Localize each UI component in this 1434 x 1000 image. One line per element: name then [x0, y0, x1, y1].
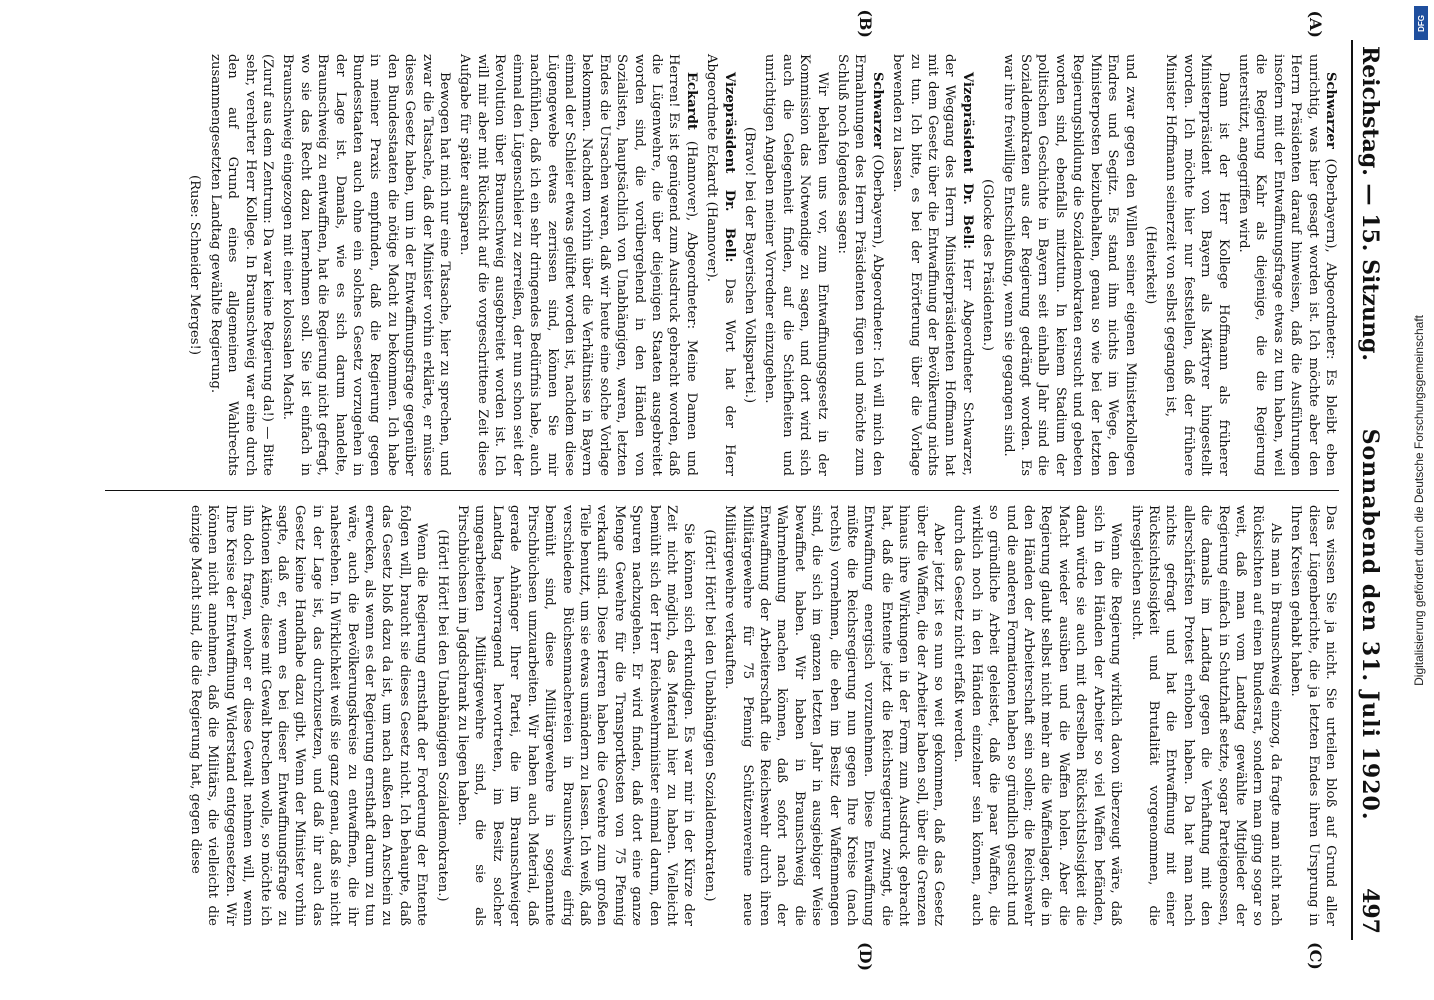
paragraph	[1127, 505, 1284, 926]
digitization-note-text: Digitalisierung gefördert durch die Deutsche Forschungsgemeinschaft	[1412, 314, 1426, 686]
left-column	[105, 40, 1339, 490]
text-columns	[105, 40, 1339, 940]
speaker-name: Eckardt	[683, 72, 699, 131]
paragraph-text: Aber jetzt ist es nun so weit gekommen, daß das Gesetz über die Waffen, die der Arbeiter haben soll, über die Grenzen hinaus ihre Wirkungen in der Form zum Ausdruck gebracht hat, daß die Entente jetzt die Reichsregierung zwingt, die Entwaffnung energisch vorzunehmen. Diese Entwaffnung müßte die Reichsregierung nun gegen Ihre Kreise (nach rechts) vornehmen, die eben im Besitz der Waffenmengen sind, die sich im ganzen letzten Jahr in ausgiebiger Weise bewaffnet haben. Wir haben in Braunschweig die Wahrnehmung machen können, daß sofort nach der Entwaffnung der Arbeiterschaft die Reichswehr durch ihren Militärgewehre für 75 Pfennig Schützenvereine neue Militärgewehre verkauften.	[722, 505, 947, 926]
header-date: Sonnabend den 31. Juli 1920.	[1357, 428, 1383, 821]
interjection: (Hört! Hört! bei den Unabhängigen Sozialdemokraten.)	[701, 529, 717, 902]
paragraph	[999, 54, 1138, 476]
speaker-name: Schwarzer	[869, 72, 885, 149]
digitization-note	[1406, 0, 1432, 1000]
paragraph	[1162, 54, 1232, 476]
interjection: (Heiterkeit)	[1142, 225, 1158, 305]
page-header	[1351, 40, 1395, 940]
paragraph-text: (Hannover), Abgeordneter: Meine Damen und Herren! Es ist genügend zum Ausdruck gebracht worden, daß die Lügenwehre, die über diejenigen Staaten ausgebreitet worden sind, die vorübergehend in den Händen von Sozialisten, hauptsächlich von Unabhängigen, waren, letzten Endes die Ursachen waren, daß wir heute eine solche Vorlage bekommen. Nachdem vorhin über die Verhältnisse in Bayern einmal der Schleier etwas gelüftet worden ist, nachdem diese Lügengewebe etwas zerrissen sind, können Sie mir nachfühlen, daß ich ein sehr dringendes Bedürfnis habe, auch einmal den Lügenschleier zu zerreißen, der nun schon seit der Revolution über Braunschweig ausgebreitet worden ist. Ich will mir aber mit Rücksicht auf die vorgeschrittene Zeit diese Aufgabe für später aufsparen.	[457, 54, 699, 476]
right-column	[105, 490, 1339, 940]
margin-mark-b: (B)	[856, 9, 875, 38]
paragraph	[889, 54, 976, 476]
speaker-name: Vizepräsident Dr. Bell:	[959, 72, 975, 250]
paragraph-text: Wenn die Regierung ernsthaft der Forderung der Entente folgen will, braucht sie dieses Gesetz nicht. Ich behaupte, daß das Gesetz bloß dazu da ist, um nach außen den Anschein zu erwecken, als wenn es der Regierung ernsthaft darum zu tun wäre, auch die Bevölkerungskreise zu entwaffnen, die ihr nahestehen. In Wirklichkeit weiß sie ganz genau, daß sie nicht in der Lage ist, das durchzusetzen, und daß ihr auch das Gesetz keine Handhabe dazu gibt. Wenn der Minister vorhin sagte, daß er, wenn es bei dieser Entwaffnungsfrage zu Aktionen käme, diese mit Gewalt brechen wolle, so möchte ich ihn doch fragen, woher er diese Gewalt nehmen will, wenn Ihre Kreise der Entwaffnung Widerstand entgegensetzen. Wir können nicht annehmen, daß die Militärs, die vielleicht die einzige Macht sind, die die Regierung hat, gegen diese	[188, 505, 430, 926]
paragraph-text: und zwar gegen den Willen seiner eigenen Ministerkollegen Endres und Segitz. Es stand ihm nichts im Wege, den Ministerposten beizubehalten, genau so wie bei der letzten Regierungsbildung die Sozialdemokraten ersucht und gebeten worden sind, ebenfalls mitzutun. In keinem Stadium der politischen Geschichte in Bayern seit einhalb Jahr sind die Sozialdemokraten aus der Regierung gedrängt worden. Es war ihre freiwillige Entschließung, wenn sie gegangen sind.	[1000, 54, 1138, 476]
paragraph-text: Wir behalten uns vor, zum Entwaffnungsgesetz in der Kommission das Notwendige zu sagen, und dort wird sich auch die Gelegenheit finden, auf die Schiefheiten und unrichtigen Angaben meiner Vorredner einzugehen.	[762, 54, 830, 476]
paragraph-text: Das Wort hat der Herr Abgeordnete Eckardt (Hannover).	[704, 54, 737, 476]
speaker-name: Schwarzer	[1323, 72, 1338, 149]
paragraph-text: Dann ist der Herr Kollege Hoffmann als früherer Ministerpräsident von Bayern als Märtyrer hingestellt worden. Ich möchte hier nur feststellen, daß der frühere Minister Hoffmann seinerzeit von selbst gegangen ist,	[1163, 54, 1231, 476]
paragraph-text: (Oberbayern), Abgeordneter: Es bleibt eben unrichtig, was hier gesagt worden ist. Ich möchte aber den Herrn Präsidenten darauf hinweisen, daß die Ausführungen insofern mit der Entwaffnungsfrage etwas zu tun haben, weil die Regierung Kahr als diejenige, die die Regierung unterstützt, angegriffen wird.	[1235, 54, 1338, 476]
paragraph-text: Sie können sich erkundigen. Es war mir in der Kürze der Zeit nicht möglich, das Material hier zu haben. Vielleicht bemüht sich der Herr Reichswehrminister einmal darum, den Spuren nachzugehen. Er wird finden, daß dort eine ganze Menge Gewehre für die Transportkosten von 75 Pfennig verkauft sind. Diese Herren haben die Gewehre zum großen Teile benutzt, um sie etwas umändern zu lassen. Ich weiß, daß verschiedene Büchsenmachereien in Braunschweig eifrig bemüht sind, diese Militärgewehre in sogenannte Pirschbüchsen umzuarbeiten. Wir haben auch Material, daß gerade Anhänger Ihrer Partei, die im Braunschweiger Landtag hervorragend hervortreten, im Besitz solcher umgearbeiteten Militärgewehre sind, die sie als Pirschbüchsen im Jagdschrank zu liegen haben.	[455, 505, 697, 926]
margin-mark-d: (D)	[856, 942, 875, 972]
paragraph-text: Das wissen Sie ja nicht. Sie urteilen bloß auf Grund aller dieser Lügenberichte, die ja letzten Endes ihren Ursprung in Ihren Kreisen gehabt haben.	[1288, 505, 1338, 926]
paragraph	[206, 54, 276, 476]
page-number: 497	[1357, 888, 1383, 934]
paragraph	[761, 54, 831, 476]
paragraph	[187, 505, 431, 926]
dfg-logo-text: DFG	[1416, 14, 1426, 32]
paragraph-text: (Zuruf aus dem Zentrum: Da war keine Regierung da!) — Bitte sehr, verehrter Herr Kollege. In Braunschweig war eine durch den auf Grund eines allgemeinen Wahlrechts zusammengesetzten Landtag gewählte Regierung.	[207, 54, 276, 476]
rotated-page-content	[95, 9, 1395, 972]
paragraph	[456, 54, 700, 476]
paragraph	[834, 54, 886, 476]
interjection: (Glocke des Präsidenten.)	[980, 178, 996, 352]
paragraph-text: Als man in Braunschweig einzog, da fragte man nicht nach Rücksichten auf einen Bundesrat, sondern man ging sogar so weit, daß man vom Landtag gewählte Mitglieder der Regierung einfach in Schutzhaft setzte, sogar Parteigenossen, die damals im Landtag gegen die Verhaftung mit den allerschärfsten Protest erhoben haben. Da hat man nach nichts gefragt und hat die Entwaffnung mit einer Rücksichtslosigkeit und Brutalität vorgenommen, die ihresgleichen sucht.	[1128, 505, 1283, 926]
margin-mark-a: (A)	[1306, 10, 1325, 38]
paragraph	[1287, 505, 1339, 926]
paragraph	[1235, 54, 1339, 476]
paragraph-text: Herr Abgeordneter Schwarzer, der Weggang des Herrn Ministerpräsidenten Hoffmann hat mit dem Gesetz über die Entwaffnung der Bevölkerung nichts zu tun. Ich bitte, es bei der Erörterung über die Vorlage bewenden zu lassen.	[890, 54, 975, 476]
dfg-logo	[1414, 6, 1428, 40]
paragraph-text: Bewogen hat mich nur eine Tatsache, hier zu sprechen, und zwar die Tatsache, daß der Minister vorhin erklärte, er müsse dieses Gesetz haben, um in der Entwaffnungsfrage gegenüber den Bundesstaaten die nötige Macht zu bekommen. Ich habe in meiner Praxis empfunden, daß die Regierung gegen Bundesstaaten auch ohne ein solches Gesetz vorzugehen in der Lage ist. Damals, wie es sich darum handelte, Braunschweig zu entwaffnen, hat die Regierung nicht gefragt, wo sie das Recht dazu hernehmen soll. Sie ist einfach in Braunschweig eingezogen mit einer kolossalen Macht.	[280, 54, 453, 476]
interjection: (Hört! Hört! bei den Unabhängigen Sozialdemokraten.)	[434, 529, 450, 902]
paragraph	[721, 505, 947, 926]
header-left: Reichstag. — 15. Sitzung.	[1357, 46, 1383, 362]
paragraph	[950, 505, 1124, 926]
paragraph	[703, 54, 738, 476]
speaker-name: Vizepräsident Dr. Bell:	[721, 72, 737, 263]
paragraph	[279, 54, 453, 476]
paragraph-text: (Oberbayern), Abgeordneter: Ich will mich den Ermahnungen des Herrn Präsidenten fügen und möchte zum Schluß noch folgendes sagen:	[835, 54, 885, 476]
paragraph-text: Wenn die Regierung wirklich davon überzeugt wäre, daß sich in den Händen der Arbeiter so viel Waffen befänden, dann würde sie auch mit derselben Rücksichtslosigkeit die Macht wieder ausüben und die Waffen holen. Aber die Regierung glaubt selbst nicht mehr an die Waffenlager, die in den Händen der Arbeiterschaft sein sollen; die Reichswehr und die anderen Formationen haben so gründlich gesucht und so gründliche Arbeit geleistet, daß die paar Waffen, die wirklich noch in den Händen einzelner sein können, auch durch das Gesetz nicht erfaßt werden.	[951, 505, 1124, 926]
interjection: (Bravo! bei der Bayerischen Volkspartei.)	[742, 126, 757, 404]
paragraph	[454, 505, 698, 926]
interjection: (Ruse: Schneider Merges!)	[187, 174, 203, 355]
margin-mark-c: (C)	[1306, 942, 1325, 970]
